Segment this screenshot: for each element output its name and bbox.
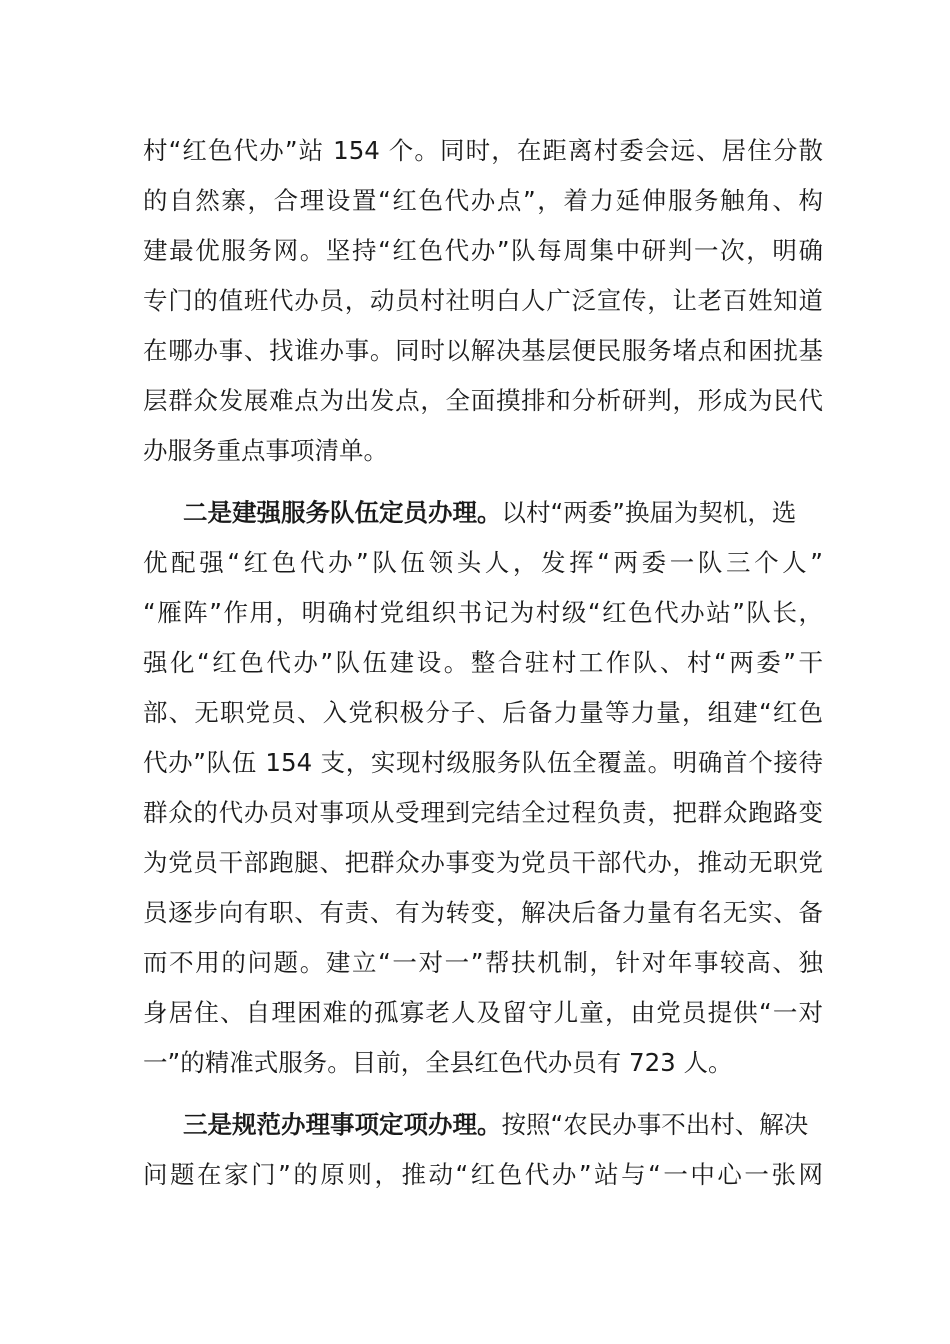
- paragraph-line: “雁阵”作用，明确村党组织书记为村级“红色代办站”队长，: [143, 598, 823, 627]
- paragraph-line: 专门的值班代办员，动员村社明白人广泛宣传，让老百姓知道: [143, 286, 823, 315]
- paragraph-line: 员逐步向有职、有责、有为转变，解决后备力量有名无实、备: [143, 898, 823, 927]
- paragraph-line: 群众的代办员对事项从受理到完结全过程负责，把群众跑路变: [143, 798, 823, 827]
- paragraph-line: 问题在家门”的原则，推动“红色代办”站与“一中心一张网: [143, 1160, 823, 1189]
- paragraph-first-line: [143, 1100, 823, 1150]
- paragraph-line: 建最优服务网。坚持“红色代办”队每周集中研判一次，明确: [143, 236, 823, 265]
- paragraph-line-text: 以村“两委”换届为契机，选: [501, 498, 797, 527]
- paragraph-line: 代办”队伍 154 支，实现村级服务队伍全覆盖。明确首个接待: [143, 748, 823, 777]
- paragraph-line: 办服务重点事项清单。: [143, 436, 388, 465]
- paragraph-line: 一”的精准式服务。目前，全县红色代办员有 723 人。: [143, 1048, 733, 1077]
- paragraph-line: 优配强“红色代办”队伍领头人，发挥“两委一队三个人”: [143, 548, 823, 577]
- paragraph-first-line: [143, 488, 823, 538]
- paragraph-line: 部、无职党员、入党积极分子、后备力量等力量，组建“红色: [143, 698, 823, 727]
- paragraph-1: [143, 126, 823, 476]
- paragraph-line: 村“红色代办”站 154 个。同时，在距离村委会远、居住分散: [143, 136, 823, 165]
- paragraph-line: 而不用的问题。建立“一对一”帮扶机制，针对年事较高、独: [143, 948, 823, 977]
- paragraph-line: 的自然寨，合理设置“红色代办点”，着力延伸服务触角、构: [143, 186, 823, 215]
- paragraph-line: 在哪办事、找谁办事。同时以解决基层便民服务堵点和困扰基: [143, 336, 823, 365]
- paragraph-heading: 二是建强服务队伍定员办理。: [183, 498, 502, 527]
- document-body: [143, 126, 823, 1200]
- paragraph-line: 身居住、自理困难的孤寡老人及留守儿童，由党员提供“一对: [143, 998, 823, 1027]
- paragraph-2: [143, 488, 823, 1088]
- paragraph-line-text: 按照“农民办事不出村、解决: [501, 1110, 809, 1139]
- paragraph-heading: 三是规范办理事项定项办理。: [183, 1110, 502, 1139]
- paragraph-line: 为党员干部跑腿、把群众办事变为党员干部代办，推动无职党: [143, 848, 823, 877]
- paragraph-3: [143, 1100, 823, 1200]
- paragraph-line: 强化“红色代办”队伍建设。整合驻村工作队、村“两委”干: [143, 648, 823, 677]
- paragraph-line: 层群众发展难点为出发点，全面摸排和分析研判，形成为民代: [143, 386, 823, 415]
